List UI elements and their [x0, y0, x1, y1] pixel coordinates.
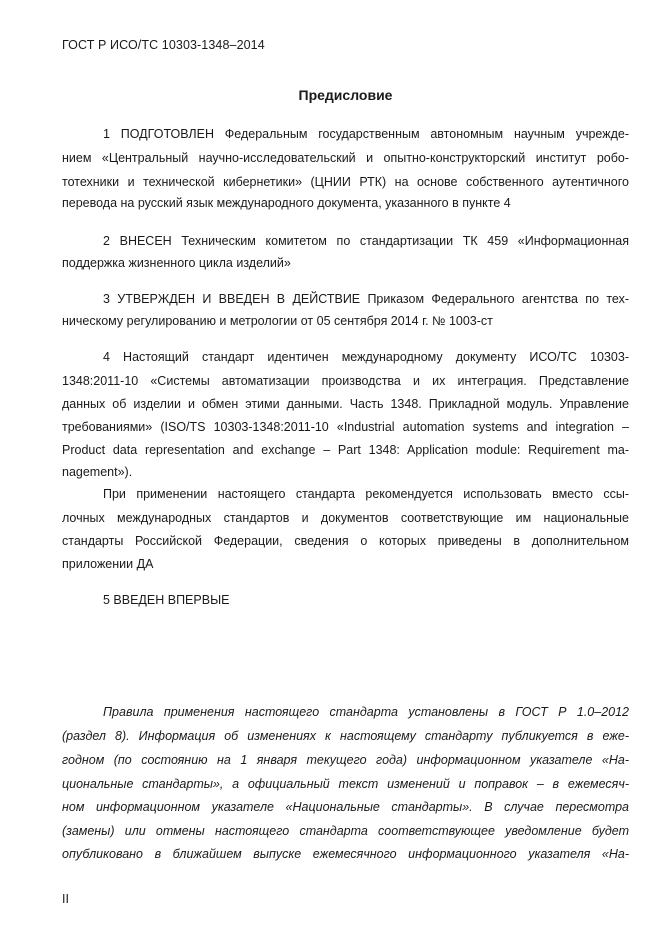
paragraph-line: поддержка жизненного цикла изделий» — [62, 256, 291, 270]
running-header: ГОСТ Р ИСО/ТС 10303-1348–2014 — [62, 38, 265, 52]
paragraph-line: nagement»). — [62, 465, 133, 479]
notice-line: опубликовано в ближайшем выпуске ежемесячного информационного указателя «На- — [62, 847, 629, 861]
paragraph-line: лочных международных стандартов и документов соответствующие им национальные — [62, 511, 629, 525]
paragraph-line: При применении настоящего стандарта рекомендуется использовать вместо ссы- — [103, 487, 629, 501]
paragraph-line: стандарты Российской Федерации, сведения о которых приведены в дополнительном — [62, 534, 629, 548]
notice-line: годном (по состоянию на 1 января текущего года) информационном указателе «На- — [62, 753, 629, 767]
paragraph-line: перевода на русский язык международного документа, указанного в пункте 4 — [62, 196, 511, 210]
paragraph-line: 3 УТВЕРЖДЕН И ВВЕДЕН В ДЕЙСТВИЕ Приказом Федерального агентства по тех- — [103, 292, 629, 306]
page-number: II — [62, 892, 69, 906]
notice-line: (раздел 8). Информация об изменениях к настоящему стандарту публикуется в еже- — [62, 729, 629, 743]
paragraph-line: 2 ВНЕСЕН Техническим комитетом по стандартизации ТК 459 «Информационная — [103, 234, 629, 248]
paragraph-line: 5 ВВЕДЕН ВПЕРВЫЕ — [103, 593, 230, 607]
paragraph-line: 1348:2011-10 «Системы автоматизации производства и их интеграция. Представление — [62, 374, 629, 388]
paragraph-line: тотехники и технической кибернетики» (ЦНИИ РТК) на основе собственного аутентичного — [62, 175, 629, 189]
paragraph-line: приложении ДА — [62, 557, 154, 571]
paragraph-line: Product data representation and exchange – Part 1348: Application module: Requirement ma- — [62, 443, 629, 457]
paragraph-line: 1 ПОДГОТОВЛЕН Федеральным государственным автономным научным учрежде- — [103, 127, 629, 141]
notice-line: Правила применения настоящего стандарта установлены в ГОСТ Р 1.0–2012 — [103, 705, 629, 719]
paragraph-line: требованиями» (ISO/TS 10303-1348:2011-10 «Industrial automation systems and integration – — [62, 420, 629, 434]
paragraph-line: данных об изделии и обмен этими данными. Часть 1348. Прикладной модуль. Управление — [62, 397, 629, 411]
notice-line: ном информационном указателе «Национальные стандарты». В случае пересмотра — [62, 800, 629, 814]
paragraph-line: ническому регулированию и метрологии от 05 сентября 2014 г. № 1003-ст — [62, 314, 493, 328]
notice-line: циональные стандарты», а официальный текст изменений и поправок – в ежемесяч- — [62, 777, 629, 791]
paragraph-line: 4 Настоящий стандарт идентичен международному документу ИСО/ТС 10303- — [103, 350, 629, 364]
notice-line: (замены) или отмены настоящего стандарта соответствующее уведомление будет — [62, 824, 629, 838]
page-title: Предисловие — [298, 87, 393, 103]
paragraph-line: нием «Центральный научно-исследовательский и опытно-конструкторский институт робо- — [62, 151, 629, 165]
